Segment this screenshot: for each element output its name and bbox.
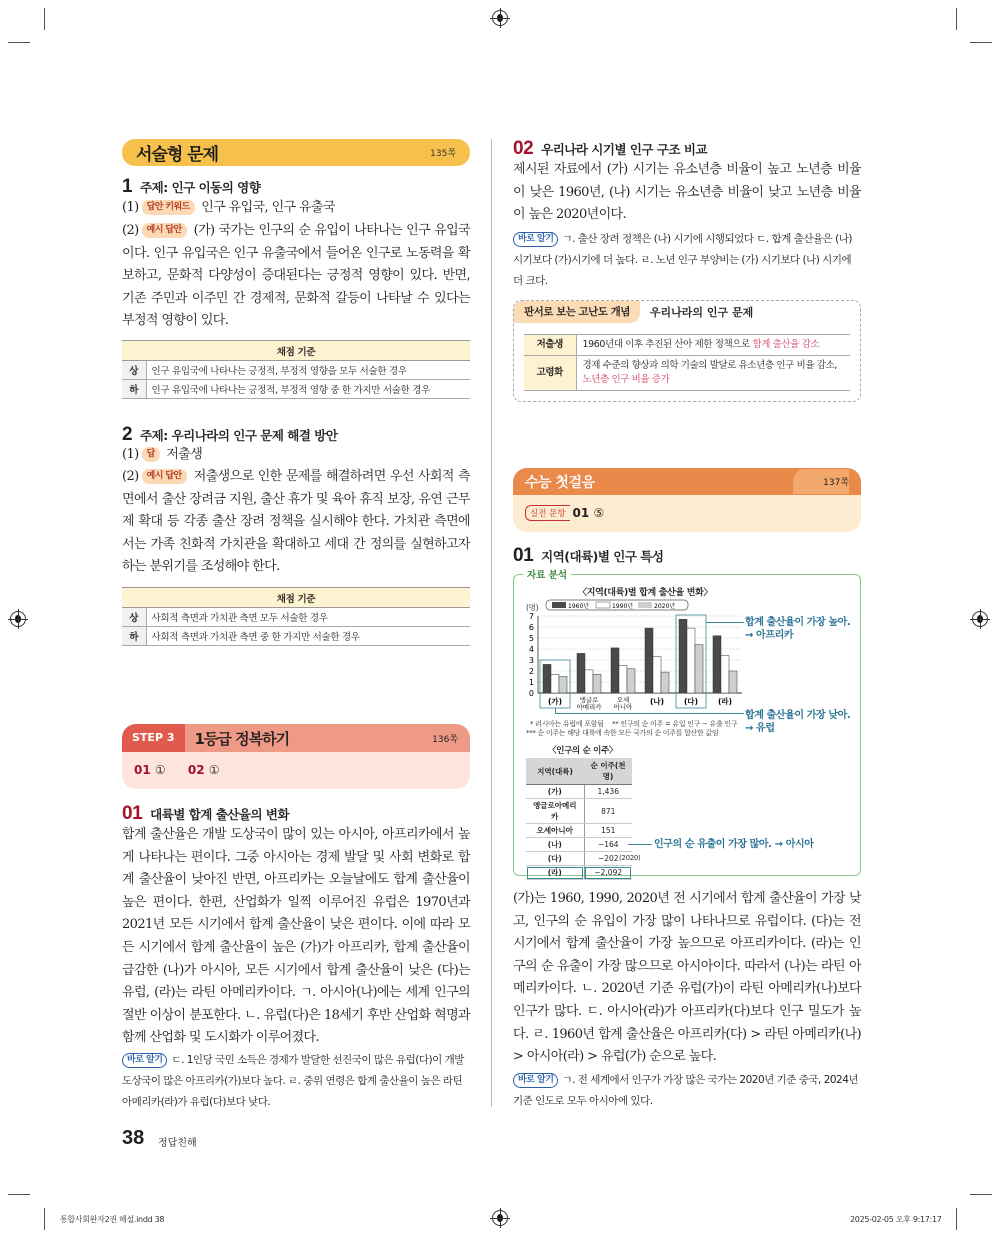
question-heading: 2 주제: 우리나라의 인구 문제 해결 방안 (122, 424, 338, 445)
grading-table: 채점 기준 상 인구 유입국에 나타나는 긍정적, 부정적 영향을 모두 서술한 경우 하 인구 유입국에 나타나는 긍정적, 부정적 영향 중 한 가지만 서술한 경우 (122, 340, 470, 399)
solution-body: 제시된 자료에서 (가) 시기는 유소년층 비율이 높고 노년층 비율이 낮은 1960년, (나) 시기는 유소년층 비율이 낮고 노년층 비율이 높은 2020년이다. (513, 162, 861, 223)
solution-title: 우리나라 시기별 인구 구조 비교 (541, 142, 708, 157)
migration-table: 지역(대륙) 순 이주(천 명) (가) 1,436 앵글로아메리카 871 오세아니아 151 (나) −164 (다) −202 (라) −2,092 (526, 758, 632, 880)
solution-body: 합계 출산율은 개발 도상국이 많이 있는 아시아, 아프리카에서 높게 나타나는 편이다. 그중 아시아는 경제 발달 및 사회 변화로 합계 출산율이 낮아진 반면, 아프리카는 오늘날에도 합계 출산율이 높은 편이다. 한편, 산업화가 일찍 이루어진 유럽은 1970년과 2021년 모든 시기에서 합계 출산율이 낮은 편이다. 이에 따라 모든 시기에서 합계 출산율이 높은 (가)가 아프리카, 합계 출산율이 급감한 (나)가 아시아, 모든 시기에서 합계 출산율이 낮은 (다)는 유럽, (라)는 라틴 아메리카이다. ㄱ. 아시아(나)에는 세계 인구의 절반 이상이 분포한다. ㄴ. 유럽(다)은 18세기 후반 산업화 혁명과 함께 산업화 및 도시화가 이루어졌다. (122, 827, 470, 1046)
registration-mark-icon (972, 611, 988, 627)
baro-algi-note: 바로 알기 ㄱ. 출산 장려 정책은 (나) 시기에 시행되었다 ㄷ. 합계 출산율은 (나) 시기보다 (가)시기에 더 높다. ㄹ. 노년 인구 부양비는 (가) 시기보다 (나) 시기에 더 크다. (513, 233, 852, 287)
migration-year: (2020) (619, 854, 641, 862)
migration-table-title: 〈인구의 순 이주〉 (548, 746, 618, 756)
answer-part-1: (1) 답안 키워드 인구 유입국, 인구 유출국 (122, 200, 335, 215)
label-badge: 예시 답안 (142, 469, 187, 484)
suneung-title: 수능 첫걸음 (525, 474, 595, 491)
svg-text:아메리카: 아메리카 (576, 703, 602, 711)
concept-table: 저출생 1960년대 이후 추진된 산아 제한 정책으로 합계 출산율 감소 고령화 경제 수준의 향상과 의학 기술의 발달로 유소년층 인구 비율 감소, 노년층 인구 비율 증가 (524, 334, 850, 391)
answer-list: 01 ① 02 ① (134, 763, 220, 777)
table-row: (다) −202 (526, 852, 632, 866)
answer-text: 저출생으로 인한 문제를 해결하려면 우선 사회적 측면에서 출산 장려금 지원, 출산 휴가 및 육아 휴직 보장, 유연 근무제 확대 등 각종 출산 장려 정책을 실시해야 한다. 가치관 측면에서는 가족 친화적 가치관을 확대하고 세대 간 정의를 실현하고자 하는 분위기를 조성해야 한다. (122, 469, 470, 575)
svg-text:(라): (라) (717, 697, 733, 706)
svg-text:2020년: 2020년 (654, 603, 676, 610)
baro-algi-badge: 바로 알기 (122, 1053, 167, 1068)
chart-title: 〈지역(대륙)별 합계 출산율 변화〉 (578, 588, 713, 598)
question-topic: 주제: 인구 이동의 영향 (140, 180, 261, 195)
solution-title: 대륙별 합계 출산율의 변화 (150, 807, 290, 822)
suneung-box (513, 468, 861, 532)
answer-part-2: (2) 예시 답안 저출생으로 인한 문제를 해결하려면 우선 사회적 측면에서 출산 장려금 지원, 출산 휴가 및 육아 휴직 보장, 유연 근무제 확대 등 각종 출산 장려 정책을 실시해야 한다. 가치관 측면에서는 가족 친화적 가치관을 확대하고 세대 간 정의를 실현하고자 하는 분위기를 조성해야 한다. (122, 469, 470, 575)
page-number: 38 (122, 1127, 145, 1149)
annotation-line (555, 713, 744, 714)
svg-text:1: 1 (528, 678, 534, 687)
table-row: (라) −2,092 (526, 866, 632, 880)
step-label: STEP 3 (122, 724, 185, 752)
svg-text:0: 0 (528, 689, 534, 698)
svg-text:오세: 오세 (616, 696, 630, 704)
svg-text:6: 6 (528, 623, 534, 632)
svg-text:아니아: 아니아 (613, 703, 633, 711)
registration-mark-icon (492, 1210, 508, 1226)
annotation-low: 합계 출산율이 가장 낮아. → 유럽 (745, 710, 851, 734)
baro-algi-badge: 바로 알기 (513, 1073, 558, 1088)
solution-heading: 01 지역(대륙)별 인구 특성 (513, 545, 664, 566)
label-badge: 답 (142, 447, 160, 462)
question-heading: 1 주제: 인구 이동의 영향 (122, 176, 261, 197)
svg-text:3: 3 (528, 656, 534, 665)
concept-label: 판서로 보는 고난도 개념 (514, 301, 640, 323)
page-ref: 136쪽 (432, 734, 458, 745)
answer-list: 실전 문항 01 ⑤ (513, 495, 861, 531)
step-title: 1등급 정복하기 (194, 729, 290, 748)
svg-text:2: 2 (528, 667, 534, 676)
annotation-line (628, 844, 652, 845)
chart-note: * 러시아는 유럽에 포함됨 (530, 720, 604, 728)
label-badge: 답안 키워드 (142, 200, 195, 215)
section-title: 서술형 문제 (136, 145, 219, 165)
data-analysis-label: 자료 분석 (523, 567, 571, 581)
crop-mark (44, 8, 45, 30)
annotation-line (706, 622, 744, 623)
crop-mark (956, 1208, 957, 1230)
svg-text:앵글로: 앵글로 (579, 696, 599, 704)
crop-mark (8, 1194, 30, 1195)
svg-text:1960년: 1960년 (568, 603, 590, 610)
svg-text:(다): (다) (683, 697, 699, 706)
answer-part-1: (1) 답 저출생 (122, 447, 203, 462)
page-ref: 135쪽 (430, 149, 456, 159)
solution-heading: 02 우리나라 시기별 인구 구조 비교 (513, 138, 708, 159)
baro-algi-note: 바로 알기 ㄷ. 1인당 국민 소득은 경제가 발달한 선진국이 많은 유럽(다)이 개발 도상국이 많은 아프리카(가)보다 높다. ㄹ. 중위 연령은 합계 출산율이 높은 라틴 아메리카(라)가 유럽(다)보다 낮다. (122, 1054, 464, 1108)
file-slug: 통합사회완자2권 해설.indd 38 (60, 1215, 165, 1224)
answer-part-2: (2) 예시 답안 (가) 국가는 인구의 순 유입이 나타나는 인구 유입국이다. 인구 유입국은 인구 유출국에서 들어온 인구로 노동력을 확보하고, 문화적 다양성이 증대된다는 긍정적 영향이 있다. 반면, 기존 주민과 이주민 간 경제적, 문화적 갈등이 나타날 수 있다는 부정적 영향이 있다. (122, 223, 470, 329)
chart-note: ** 인구의 순 이주 = 유입 인구 − 유출 인구 (612, 720, 738, 728)
table-row: (나) −164 (526, 838, 632, 852)
fertility-bar-chart (524, 598, 746, 720)
baro-algi-badge: 바로 알기 (513, 232, 558, 247)
crop-mark (44, 1208, 45, 1230)
annotation-high: 합계 출산율이 가장 높아. → 아프리카 (745, 617, 851, 641)
y-unit: (명) (526, 603, 539, 612)
label-badge: 예시 답안 (142, 223, 187, 238)
svg-text:4: 4 (528, 645, 534, 654)
solution-body: (가)는 1960, 1990, 2020년 전 시기에서 합계 출산율이 가장 낮고, 인구의 순 유입이 가장 많이 나타나므로 유럽이다. (다)는 전 시기에서 합계 출산율이 가장 높으므로 아프리카이다. (라)는 인구의 순 유출이 가장 많으므로 아시아이다. 따라서 (나)는 라틴 아메리카이다. ㄴ. 2020년 기준 유럽(가)이 라틴 아메리카(나)보다 인구가 많다. ㄷ. 아시아(라)가 아프리카(다)보다 인구 밀도가 높다. ㄹ. 1960년 합계 출산율은 아프리카(다) > 라틴 아메리카(나) > 아시아(라) > 유럽(가) 순으로 높다. (513, 891, 861, 1065)
table-row: 오세아니아 151 (526, 824, 632, 838)
crop-mark (970, 1194, 992, 1195)
chart-note: *** 순 이주는 해당 대륙에 속한 모든 국가의 순 이주를 합산한 값임 (526, 729, 719, 737)
table-row: (가) 1,436 (526, 785, 632, 799)
page-label: 정답친해 (158, 1138, 197, 1149)
registration-mark-icon (492, 10, 508, 26)
svg-text:(가): (가) (547, 697, 563, 706)
concept-box (513, 300, 861, 402)
answer-text: (가) 국가는 인구의 순 유입이 나타나는 인구 유입국이다. 인구 유입국은 인구 유출국에서 들어온 인구로 노동력을 확보하고, 문화적 다양성이 증대된다는 긍정적 영향이 있다. 반면, 기존 주민과 이주민 간 경제적, 문화적 갈등이 나타날 수 있다는 부정적 영향이 있다. (122, 223, 470, 329)
column-divider (491, 139, 492, 1107)
annotation-outflow: 인구의 순 유출이 가장 많아. → 아시아 (654, 839, 814, 850)
crop-mark (956, 8, 957, 30)
section-header-descriptive (122, 139, 470, 166)
solution-heading: 01 대륙별 합계 출산율의 변화 (122, 803, 290, 824)
svg-text:1990년: 1990년 (612, 603, 634, 610)
svg-text:5: 5 (528, 634, 534, 643)
annotation-line (555, 708, 556, 713)
baro-algi-note: 바로 알기 ㄱ. 전 세계에서 인구가 가장 많은 국가는 2020년 기준 중국, 2024년 기준 인도로 모두 아시아에 있다. (513, 1074, 859, 1107)
question-topic: 주제: 우리나라의 인구 문제 해결 방안 (140, 428, 338, 443)
grading-table: 채점 기준 상 사회적 측면과 가치관 측면 모두 서술한 경우 하 사회적 측면과 가치관 측면 중 한 가지만 서술한 경우 (122, 587, 470, 646)
table-row: 앵글로아메리카 871 (526, 799, 632, 824)
concept-title: 우리나라의 인구 문제 (649, 306, 754, 319)
page-ref: 137쪽 (793, 469, 849, 494)
step3-box (122, 724, 470, 789)
crop-mark (970, 42, 992, 43)
solution-title: 지역(대륙)별 인구 특성 (541, 549, 664, 564)
practice-tag: 실전 문항 (525, 505, 570, 521)
timestamp-slug: 2025-02-05 오후 9:17:17 (850, 1215, 942, 1224)
svg-text:7: 7 (528, 612, 534, 621)
registration-mark-icon (10, 611, 26, 627)
svg-text:(나): (나) (649, 697, 665, 706)
crop-mark (8, 42, 30, 43)
